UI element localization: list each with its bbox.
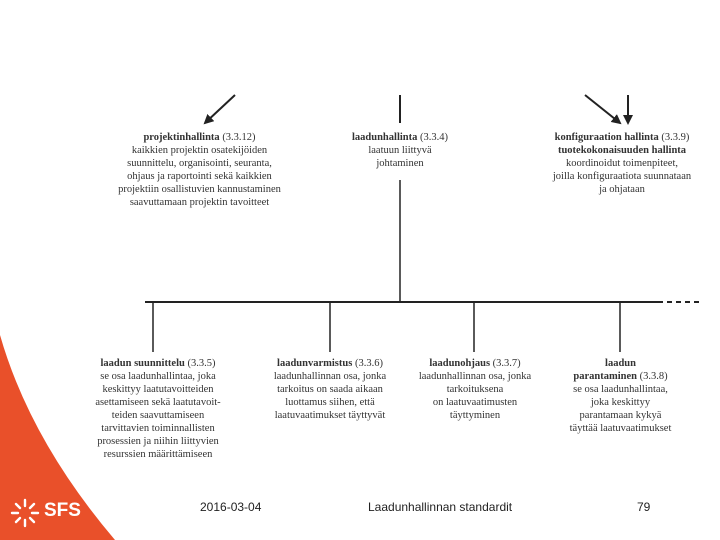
- footer-page-number: 79: [637, 500, 651, 514]
- box-title: laadun: [605, 358, 636, 369]
- box-title: konfiguraation hallinta: [554, 132, 659, 143]
- box-line: resurssien määrittämiseen: [103, 449, 213, 460]
- box-ref: (3.3.12): [222, 132, 256, 143]
- box-ref: (3.3.8): [639, 371, 668, 382]
- box-line: teiden saavuttamiseen: [111, 410, 205, 421]
- box-line: laatuun liittyvä: [368, 145, 432, 156]
- box-line: keskittyy laatutavoitteiden: [102, 384, 214, 395]
- box-line: tarvittavien toiminnallisten: [101, 423, 215, 434]
- box-line: saavuttamaan projektin tavoitteet: [129, 197, 270, 208]
- box-line: ohjaus ja raportointi sekä kaikkien: [127, 171, 272, 182]
- box-title: projektinhallinta: [143, 132, 220, 143]
- box-line: se osa laadunhallintaa, joka: [100, 371, 216, 382]
- box-line: koordinoidut toimenpiteet,: [566, 158, 678, 169]
- box-ref: (3.3.4): [420, 132, 448, 143]
- box-line: kaikkien projektin osatekijöiden: [131, 145, 268, 156]
- box-line: suunnittelu, organisointi, seuranta,: [127, 158, 272, 169]
- footer-title: Laadunhallinnan standardit: [368, 500, 513, 514]
- box-line: prosessien ja niihin liittyvien: [97, 436, 219, 447]
- box-line: johtaminen: [376, 158, 424, 169]
- box-line: joka keskittyy: [590, 397, 651, 408]
- box-ref: (3.3.9): [661, 132, 690, 143]
- box-line: projektiin osallistuvien kannustaminen: [118, 184, 281, 195]
- box-title: laadunhallinta: [352, 132, 418, 143]
- box-line: täyttää laatuvaatimukset: [569, 423, 672, 434]
- box-line: täyttyminen: [449, 410, 501, 421]
- box-laadun-parantaminen: [553, 357, 688, 435]
- box-title-2: parantaminen: [573, 371, 637, 382]
- box-line: parantamaan kykyä: [579, 410, 662, 421]
- box-line: laadunhallinnan osa, jonka: [273, 371, 387, 382]
- footer-date: 2016-03-04: [200, 500, 262, 514]
- box-line: on laatuvaatimusten: [432, 397, 518, 408]
- box-line: se osa laadunhallintaa,: [573, 384, 668, 395]
- box-laadunvarmistus: [255, 357, 405, 422]
- box-ref: (3.3.6): [354, 358, 383, 369]
- box-line: laatuvaatimukset täyttyvät: [274, 410, 386, 421]
- box-line: tarkoitus on saada aikaan: [277, 384, 383, 395]
- box-laadunohjaus: [405, 357, 545, 422]
- box-line: joilla konfiguraatiota suunnataan: [552, 171, 692, 182]
- box-ref: (3.3.7): [492, 358, 521, 369]
- box-ref: (3.3.5): [187, 358, 216, 369]
- box-line: asettamiseen sekä laatutavoit-: [95, 397, 221, 408]
- box-title: laadunohjaus: [429, 358, 491, 369]
- box-line: ja ohjataan: [599, 184, 645, 195]
- box-title: laadun suunnittelu: [100, 358, 185, 369]
- box-line: luottamus siihen, että: [285, 397, 375, 408]
- box-line: tuotekokonaisuuden hallinta: [557, 145, 687, 156]
- box-laadun-suunnittelu: [73, 357, 243, 461]
- box-line: laadunhallinnan osa, jonka: [418, 371, 532, 382]
- box-line: tarkoituksena: [446, 384, 504, 395]
- logo-text: SFS: [44, 500, 81, 521]
- box-title: laadunvarmistus: [277, 358, 353, 369]
